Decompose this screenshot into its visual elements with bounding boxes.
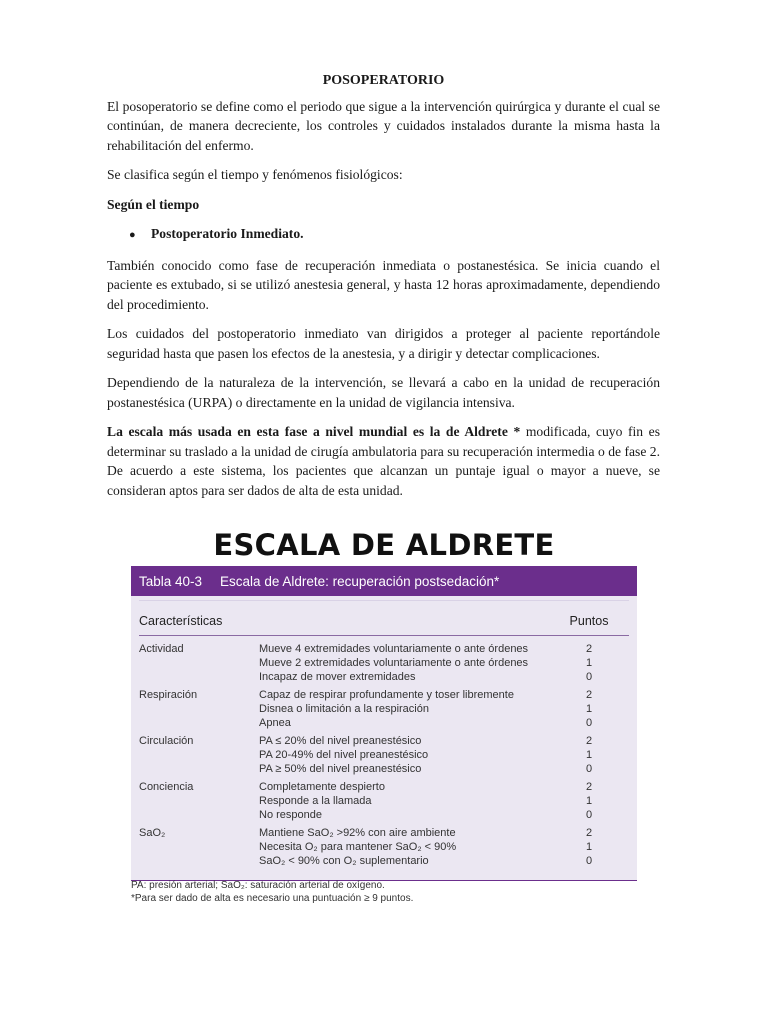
column-header-characteristics: Características [139,614,223,628]
table-title: Escala de Aldrete: recuperación postsedación* [220,573,500,589]
column-header-points: Puntos [569,614,609,628]
criterion-points: 0 [585,809,593,821]
criterion-text: Completamente despierto [259,781,385,793]
criterion-points: 0 [585,855,593,867]
table-number: Tabla 40-3 [139,573,203,589]
table-row [139,734,629,776]
criterion-text: Disnea o limitación a la respiración [259,703,429,715]
criterion-points: 2 [585,827,593,839]
figure-heading: ESCALA DE ALDRETE [213,528,555,562]
row-category: Circulación [139,735,194,747]
criterion-points: 1 [585,703,593,715]
divider [139,635,629,636]
criterion-text: PA ≤ 20% del nivel preanestésico [259,735,422,747]
criterion-points: 0 [585,671,593,683]
footnote-abbreviations: PA: presión arterial; SaO₂: saturación arterial de oxígeno. [131,880,385,891]
criterion-text: PA ≥ 50% del nivel preanestésico [259,763,422,775]
criterion-text: Capaz de respirar profundamente y toser libremente [259,689,514,701]
table-row [139,826,629,868]
table-rows [139,642,629,868]
aldrete-bold-text: La escala más usada en esta fase a nivel mundial es la de Aldrete * [107,424,521,439]
column-headers [139,600,629,635]
row-category: Actividad [139,643,184,655]
page-title: POSOPERATORIO [322,73,445,88]
table-body [131,596,637,881]
criterion-text: Mueve 2 extremidades voluntariamente o ante órdenes [259,657,529,669]
criterion-points: 0 [585,717,593,729]
paragraph-aldrete [107,422,660,500]
row-category: Respiración [139,689,198,701]
criterion-text: Necesita O₂ para mantener SaO₂ < 90% [259,841,457,853]
criterion-points: 1 [585,795,593,807]
paragraph-inmediato: También conocido como fase de recuperación inmediata o postanestésica. Se inicia cuando el paciente es extubado, si se utilizó anestesia general, y hasta 12 horas aproximadamente, dependiendo del procedimiento. [107,257,660,312]
row-category: SaO₂ [139,827,166,839]
table-row [139,780,629,822]
aldrete-table [131,566,637,881]
criterion-points: 2 [585,689,593,701]
criterion-points: 0 [585,763,593,775]
paragraph-classification: Se clasifica según el tiempo y fenómenos fisiológicos: [107,167,403,182]
paragraph-cuidados: Los cuidados del postoperatorio inmediato van dirigidos a proteger al paciente reportándole seguridad hasta que pasen los efectos de la anestesia, y a dirigir y detectar complicaciones. [107,326,660,361]
criterion-text: Incapaz de mover extremidades [259,671,416,683]
document-body [107,71,660,510]
criterion-text: Mueve 4 extremidades voluntariamente o ante órdenes [259,643,529,655]
row-category: Conciencia [139,781,194,793]
bullet-dot-icon: ● [129,229,136,241]
criterion-points: 1 [585,749,593,761]
criterion-text: Mantiene SaO₂ >92% con aire ambiente [259,827,456,839]
paragraph-urpa: Dependiendo de la naturaleza de la intervención, se llevará a cabo en la unidad de recuperación postanestésica (URPA) o directamente en la unidad de vigilancia intensiva. [107,375,660,410]
table-header [131,566,637,596]
aldrete-rest-text: modificada, cuyo fin es determinar su traslado a la unidad de cirugía ambulatoria para su recuperación intermedia o de fase 2. De acuerdo a este sistema, los pacientes que alcanzan un puntaje igual o mayor a nueve, se consideran aptos para ser dados de alta de esta unidad. [107,424,660,498]
table-footnotes [131,879,651,905]
footnote-discharge: *Para ser dado de alta es necesario una puntuación ≥ 9 puntos. [131,893,414,904]
subheading-segun-tiempo: Según el tiempo [107,196,200,212]
criterion-points: 1 [585,841,593,853]
criterion-text: Apnea [259,717,291,729]
bullet-item [107,224,660,246]
criterion-points: 1 [585,657,593,669]
bullet-label: Postoperatorio Inmediato. [151,226,304,241]
criterion-text: PA 20-49% del nivel preanestésico [259,749,429,761]
paragraph-definition: El posoperatorio se define como el periodo que sigue a la intervención quirúrgica y durante el cual se continúan, de manera decreciente, los controles y cuidados instalados durante la misma hasta la rehabilitación del enfermo. [107,98,660,153]
criterion-points: 2 [585,735,593,747]
table-row [139,688,629,730]
table-row [139,642,629,684]
criterion-text: SaO₂ < 90% con O₂ suplementario [259,855,429,867]
criterion-text: Responde a la llamada [259,795,372,807]
criterion-text: No responde [259,809,322,821]
criterion-points: 2 [585,643,593,655]
criterion-points: 2 [585,781,593,793]
